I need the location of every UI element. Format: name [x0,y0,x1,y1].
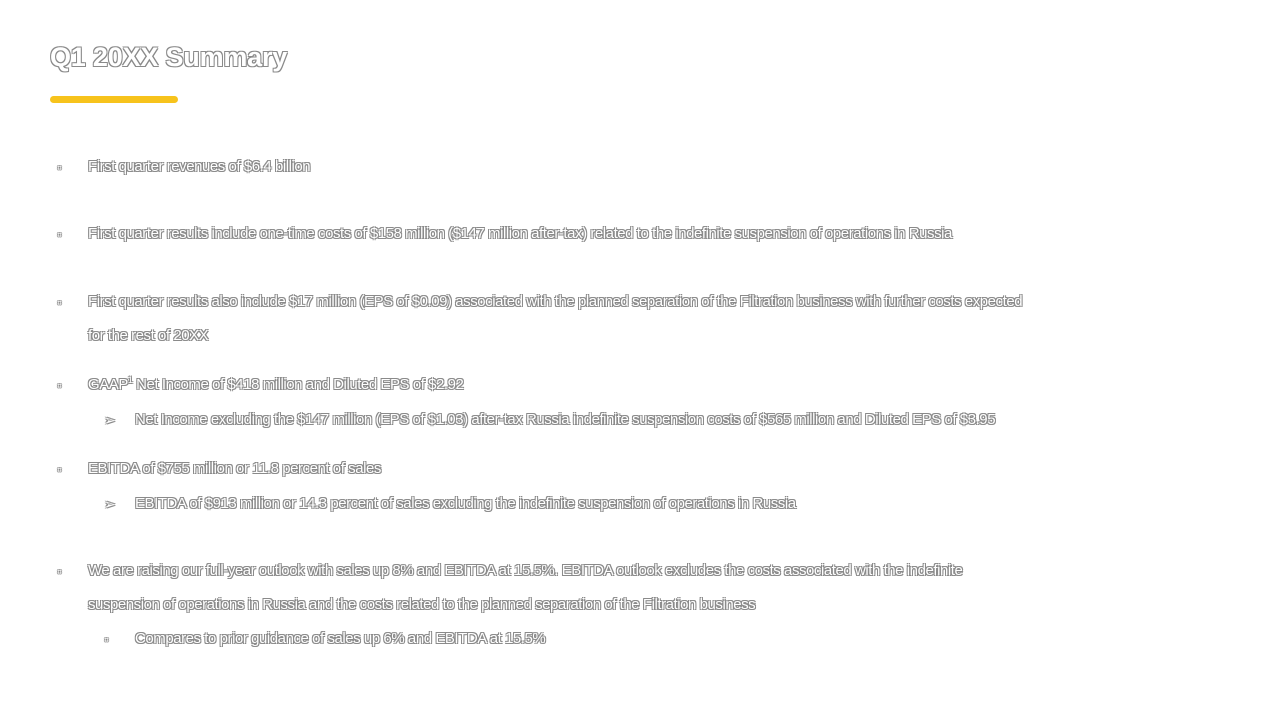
footnote-marker: 1 [127,375,133,385]
slide-title: Q1 20XX Summary [50,42,288,72]
bullet-marker: ◦ [57,294,62,310]
bullet-marker: ◦ [57,461,62,477]
bullet-marker: ◦ [57,159,62,175]
bullet-text [88,368,1248,402]
bullet-marker: ◦ [57,563,62,579]
bullet-text-line-2: for the rest of 20XX [88,327,209,344]
sub-bullet-text: Compares to prior guidance of sales up 6% and EBITDA at 15.5% [135,630,546,647]
bullet-marker: ◦ [57,377,62,393]
arrow-bullet-marker: ➢ [104,496,116,512]
bullet-text-line-1: We are raising our full-year outlook with sales up 8% and EBITDA at 15.5%. EBITDA outlook excludes the costs associated with the indefinite [88,562,963,579]
bullet-marker: ◦ [57,226,62,242]
arrow-bullet-marker: ➢ [104,412,116,428]
bullet-text-line-1: First quarter results also include $17 million (EPS of $0.09) associated with the planned separation of the Filtration business with further costs expected [88,293,1023,310]
bullet-marker: ◦ [104,631,109,647]
bullet-text: First quarter results include one-time costs of $158 million ($147 million after-tax) related to the indefinite suspension of operations in Russia [88,225,952,242]
bullet-text: EBITDA of $755 million or 11.8 percent of sales [88,460,381,477]
gaap-detail: Net Income of $418 million and Diluted EPS of $2.92 [132,376,464,393]
gaap-label: GAAP [88,376,128,393]
sub-bullet-text: Net Income excluding the $147 million (EPS of $1.03) after-tax Russia indefinite suspension costs of $565 million and Diluted EPS of $3.95 [135,411,996,428]
sub-bullet-text: EBITDA of $913 million or 14.3 percent of sales excluding the indefinite suspension of operations in Russia [135,495,796,512]
bullet-text: First quarter revenues of $6.4 billion [88,158,311,175]
title-accent-bar [50,96,178,103]
bullet-text-line-2: suspension of operations in Russia and the costs related to the planned separation of the Filtration business [88,596,756,613]
